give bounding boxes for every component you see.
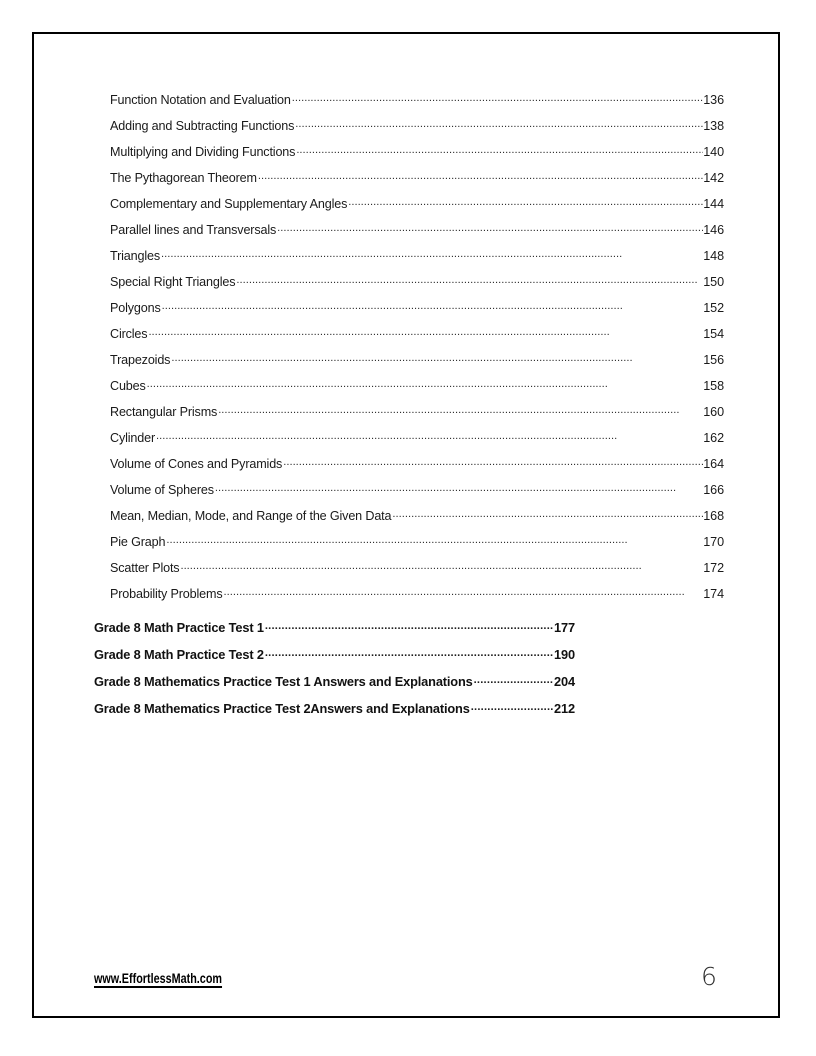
toc-entry-title: Polygons	[110, 301, 161, 315]
toc-dot-leader	[180, 560, 703, 572]
toc-entry[interactable]	[94, 701, 575, 728]
toc-dot-leader	[156, 430, 703, 442]
toc-entry-title: Grade 8 Mathematics Practice Test 2Answers and Explanations	[94, 701, 470, 716]
toc-entry-title: Circles	[110, 327, 148, 341]
toc-entry[interactable]	[94, 144, 724, 170]
toc-dot-leader	[265, 620, 554, 632]
toc-entry[interactable]	[94, 170, 724, 196]
toc-dot-leader	[148, 326, 703, 338]
toc-entry-title: Cylinder	[110, 431, 155, 445]
toc-entry-page-number: 150	[703, 275, 724, 289]
toc-entry-page-number: 212	[553, 701, 575, 716]
toc-entry[interactable]	[94, 378, 724, 404]
toc-entry-title: Grade 8 Mathematics Practice Test 1 Answers and Explanations	[94, 674, 473, 689]
toc-entry[interactable]	[94, 482, 724, 508]
toc-dot-leader	[162, 300, 704, 312]
toc-entry-page-number: 154	[703, 327, 724, 341]
toc-dot-leader	[392, 508, 703, 520]
toc-entry-title: Mean, Median, Mode, and Range of the Given Data	[110, 509, 392, 523]
toc-entry[interactable]	[94, 647, 575, 674]
table-of-contents	[94, 92, 724, 728]
toc-dot-leader	[171, 352, 703, 364]
toc-entry-page-number: 168	[703, 509, 724, 523]
toc-entry-page-number: 160	[703, 405, 724, 419]
toc-entry-title: Pie Graph	[110, 535, 166, 549]
toc-entry[interactable]	[94, 118, 724, 144]
toc-entry-page-number: 204	[553, 674, 575, 689]
toc-dot-leader	[295, 118, 703, 130]
toc-dot-leader	[258, 170, 703, 182]
toc-dot-leader	[215, 482, 703, 494]
page-number: 6	[701, 962, 717, 991]
toc-entry-page-number: 140	[703, 145, 724, 159]
toc-entry-page-number: 142	[703, 171, 724, 185]
toc-entry[interactable]	[94, 222, 724, 248]
toc-entry-title: Function Notation and Evaluation	[110, 93, 291, 107]
toc-entry-page-number: 148	[703, 249, 724, 263]
toc-dot-leader	[348, 196, 703, 208]
toc-entry[interactable]	[94, 92, 724, 118]
toc-entry-page-number: 152	[703, 301, 724, 315]
toc-dot-leader	[161, 248, 703, 260]
toc-entry-page-number: 138	[703, 119, 724, 133]
toc-entry-page-number: 166	[703, 483, 724, 497]
toc-entry[interactable]	[94, 456, 724, 482]
toc-entry-title: Multiplying and Dividing Functions	[110, 145, 296, 159]
toc-dot-leader	[236, 274, 703, 286]
toc-entry[interactable]	[94, 430, 724, 456]
footer-website-link[interactable]: www.EffortlessMath.com	[94, 971, 223, 986]
toc-entry-page-number: 177	[553, 620, 575, 635]
toc-entry[interactable]	[94, 534, 724, 560]
toc-dot-leader	[283, 456, 703, 468]
toc-entry-title: Complementary and Supplementary Angles	[110, 197, 348, 211]
toc-dot-leader	[166, 534, 703, 546]
toc-entry-title: Rectangular Prisms	[110, 405, 218, 419]
toc-entry-title: Grade 8 Math Practice Test 2	[94, 647, 264, 662]
toc-entry-page-number: 170	[703, 535, 724, 549]
toc-entry-title: Volume of Spheres	[110, 483, 214, 497]
toc-entry-title: Triangles	[110, 249, 160, 263]
toc-entry-title: Cubes	[110, 379, 146, 393]
toc-entry[interactable]	[94, 300, 724, 326]
toc-entry-page-number: 190	[553, 647, 575, 662]
toc-entry-title: Special Right Triangles	[110, 275, 236, 289]
toc-entry[interactable]	[94, 248, 724, 274]
toc-entry-page-number: 156	[703, 353, 724, 367]
toc-dot-leader	[292, 92, 704, 104]
toc-entry-title: Parallel lines and Transversals	[110, 223, 277, 237]
toc-entry[interactable]	[94, 196, 724, 222]
toc-dot-leader	[471, 701, 554, 713]
toc-dot-leader	[265, 647, 554, 659]
toc-entry-page-number: 146	[703, 223, 724, 237]
toc-entry-title: Grade 8 Math Practice Test 1	[94, 620, 264, 635]
toc-entry-page-number: 144	[703, 197, 724, 211]
toc-entry[interactable]	[94, 274, 724, 300]
toc-entry[interactable]	[94, 326, 724, 352]
toc-entry[interactable]	[94, 674, 575, 701]
toc-entry[interactable]	[94, 352, 724, 378]
toc-entry[interactable]	[94, 586, 724, 612]
toc-entry-page-number: 172	[703, 561, 724, 575]
toc-entry-title: Scatter Plots	[110, 561, 180, 575]
document-page	[32, 32, 780, 1018]
toc-entry[interactable]	[94, 404, 724, 430]
toc-entry[interactable]	[94, 560, 724, 586]
toc-entry[interactable]	[94, 508, 724, 534]
toc-dot-leader	[224, 586, 704, 598]
toc-entry-title: The Pythagorean Theorem	[110, 171, 257, 185]
toc-entry-title: Probability Problems	[110, 587, 223, 601]
toc-entry-page-number: 136	[703, 93, 724, 107]
toc-entry-page-number: 162	[703, 431, 724, 445]
toc-entry-page-number: 164	[703, 457, 724, 471]
toc-entry-title: Adding and Subtracting Functions	[110, 119, 295, 133]
toc-entry-title: Trapezoids	[110, 353, 171, 367]
toc-dot-leader	[296, 144, 703, 156]
toc-dot-leader	[474, 674, 554, 686]
toc-dot-leader	[218, 404, 703, 416]
toc-entry-page-number: 158	[703, 379, 724, 393]
toc-dot-leader	[147, 378, 704, 390]
toc-entry-title: Volume of Cones and Pyramids	[110, 457, 283, 471]
toc-entry[interactable]	[94, 620, 575, 647]
toc-dot-leader	[277, 222, 703, 234]
toc-entry-page-number: 174	[703, 587, 724, 601]
